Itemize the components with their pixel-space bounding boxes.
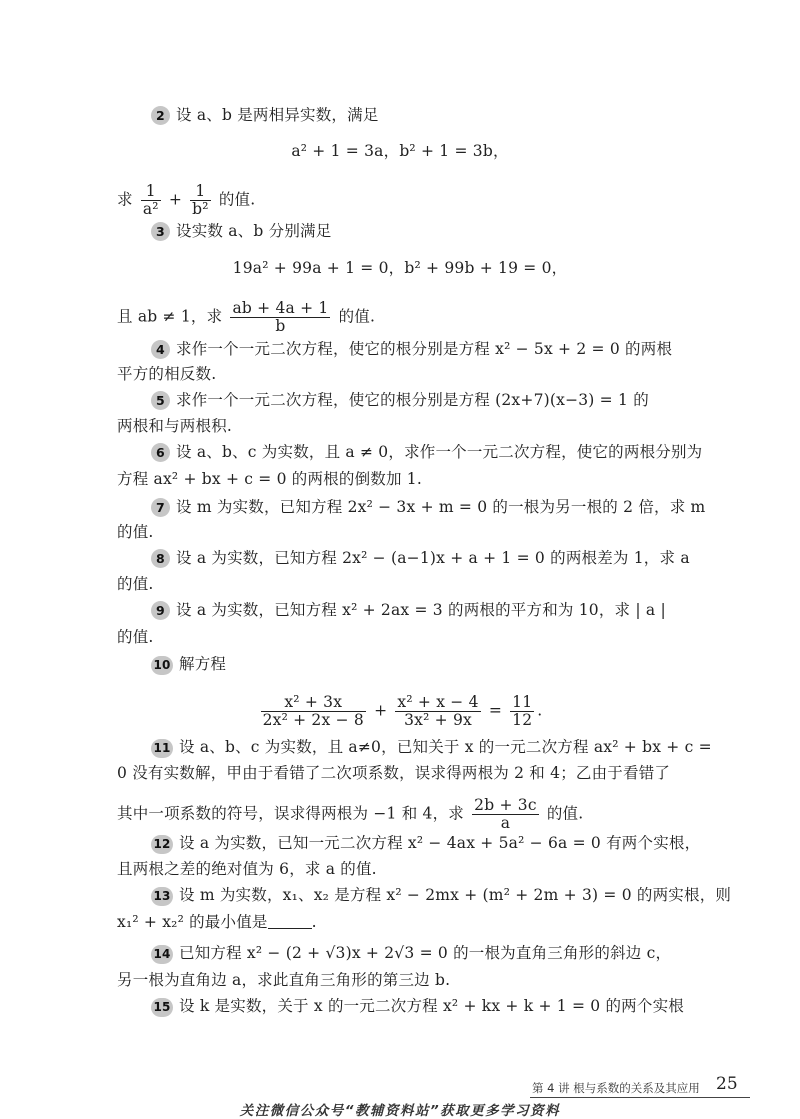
footer-divider [530,1097,750,1098]
problem-14-line-2: 另一根为直角边 a，求此直角三角形的第三边 b. [117,971,451,989]
problem-text: 设 a 为实数，已知方程 x² + 2ax = 3 的两根的平方和为 10，求 | a | [176,601,666,619]
fraction-right [510,694,534,729]
chapter-title: 第 4 讲 根与系数的关系及其应用 [532,1081,700,1095]
denominator: a² [142,200,159,218]
problem-12-line-2: 且两根之差的绝对值为 6，求 a 的值. [117,860,377,878]
denominator: 2x² + 2x − 8 [262,711,364,729]
problem-text: 解方程 [179,655,227,673]
problem-3-equation: 19a² + 99a + 1 = 0，b² + 99b + 19 = 0， [232,259,568,277]
problem-11-line-3 [117,797,583,832]
problem-5-line-2: 两根和与两根积. [117,417,233,435]
problem-8-line-1 [151,548,690,568]
problem-14-line-1 [151,943,671,964]
fraction-expression [472,797,539,832]
numerator: 11 [512,693,533,711]
problem-number-badge: 4 [151,340,170,359]
problem-text: x₁² + x₂² 的最小值是 [117,913,268,931]
problem-4-line-2: 平方的相反数. [117,365,217,383]
problem-4-line-1 [151,339,672,359]
problem-number-badge: 11 [151,739,173,758]
problem-11-line-2: 0 没有实数解，甲由于看错了二次项系数，误求得两根为 2 和 4；乙由于看错了 [117,764,671,782]
fraction-one-over-a-squared [141,183,161,218]
problem-number-badge: 12 [151,835,173,854]
numerator: x² + x − 4 [397,693,479,711]
problem-15-line-1 [151,996,684,1017]
problem-text: 的值. [546,804,584,823]
problem-number-badge: 13 [151,887,173,906]
problem-number-badge: 10 [151,656,173,675]
fraction-expression [230,300,330,335]
problem-number-badge: 9 [151,601,170,620]
fraction-middle [395,694,480,729]
page-number: 25 [716,1074,738,1094]
problem-12-line-1 [151,833,700,854]
problem-6-line-2: 方程 ax² + bx + c = 0 的两根的倒数加 1. [117,470,422,488]
numerator: ab + 4a + 1 [232,299,329,317]
problem-13-line-1 [151,885,731,906]
problem-text: 且 ab ≠ 1，求 [117,307,223,326]
problem-number-badge: 2 [151,106,170,125]
problem-number-badge: 7 [151,498,170,517]
numerator: 1 [141,183,161,201]
problem-text: 设 m 为实数，已知方程 2x² − 3x + m = 0 的一根为另一根的 2 倍，求 m [176,498,706,516]
problem-text: 设实数 a、b 分别满足 [176,222,332,240]
numerator: 1 [190,183,211,201]
problem-10-equation [0,694,800,729]
problem-9-line-2: 的值. [117,628,154,646]
problem-3-line-1 [151,221,331,241]
period: . [537,701,543,720]
answer-blank [268,914,312,929]
plus-sign: + [168,190,183,209]
plus-sign: + [374,701,388,720]
fraction-left [261,694,366,729]
problem-11-line-1 [151,737,712,758]
problem-8-line-2: 的值. [117,575,154,593]
problem-text: 设 k 是实数，关于 x 的一元二次方程 x² + kx + k + 1 = 0 的两个实根 [179,997,684,1015]
problem-number-badge: 8 [151,549,170,568]
denominator: 12 [512,711,533,729]
denominator: b² [192,200,209,218]
problem-2-line-1 [151,105,379,125]
numerator: x² + 3x [261,694,366,712]
problem-7-line-1 [151,497,705,517]
problem-2-equation: a² + 1 = 3a，b² + 1 = 3b， [291,142,509,160]
problem-text: 其中一项系数的符号，误求得两根为 −1 和 4，求 [117,804,464,823]
problem-9-line-1 [151,600,666,620]
problem-text: 求 [117,190,133,209]
watermark-text: 关注微信公众号“教辅资料站”获取更多学习资料 [239,1103,561,1119]
problem-number-badge: 15 [151,998,173,1017]
denominator: 3x² + 9x [404,711,472,729]
problem-10-line-1 [151,654,226,675]
problem-number-badge: 6 [151,443,170,462]
problem-text: 的值. [218,190,256,209]
problem-2-line-3 [117,183,255,218]
problem-5-line-1 [151,390,649,410]
problem-number-badge: 14 [151,945,173,964]
problem-text: 设 a、b 是两相异实数，满足 [176,106,379,124]
problem-text: 设 a 为实数，已知一元二次方程 x² − 4ax + 5a² − 6a = 0 有两个实根， [179,834,701,852]
problem-text: 设 a、b、c 为实数，且 a≠0，已知关于 x 的一元二次方程 ax² + bx + c = [179,738,712,756]
equals-sign: = [488,701,502,720]
problem-number-badge: 5 [151,391,170,410]
problem-text: 的值. [338,307,376,326]
numerator: 2b + 3c [474,796,537,814]
problem-3-line-3 [117,300,375,335]
problem-text: 设 m 为实数，x₁、x₂ 是方程 x² − 2mx + (m² + 2m + 3) = 0 的两实根，则 [179,886,732,904]
problem-text: 设 a、b、c 为实数，且 a ≠ 0，求作一个一元二次方程，使它的两根分别为 [176,443,703,461]
denominator: a [500,814,511,832]
problem-7-line-2: 的值. [117,523,154,541]
problem-text: 设 a 为实数，已知方程 2x² − (a−1)x + a + 1 = 0 的两根差为 1，求 a [176,549,690,567]
fraction-one-over-b-squared [190,183,211,218]
problem-number-badge: 3 [151,222,170,241]
problem-text: . [311,913,317,931]
denominator: b [275,317,286,335]
problem-text: 求作一个一元二次方程，使它的根分别是方程 (2x+7)(x−3) = 1 的 [176,391,649,409]
problem-text: 求作一个一元二次方程，使它的根分别是方程 x² − 5x + 2 = 0 的两根 [176,340,673,358]
problem-13-line-2 [117,912,317,932]
problem-6-line-1 [151,442,702,462]
problem-text: 已知方程 x² − (2 + √3)x + 2√3 = 0 的一根为直角三角形的斜边 c， [179,944,672,962]
